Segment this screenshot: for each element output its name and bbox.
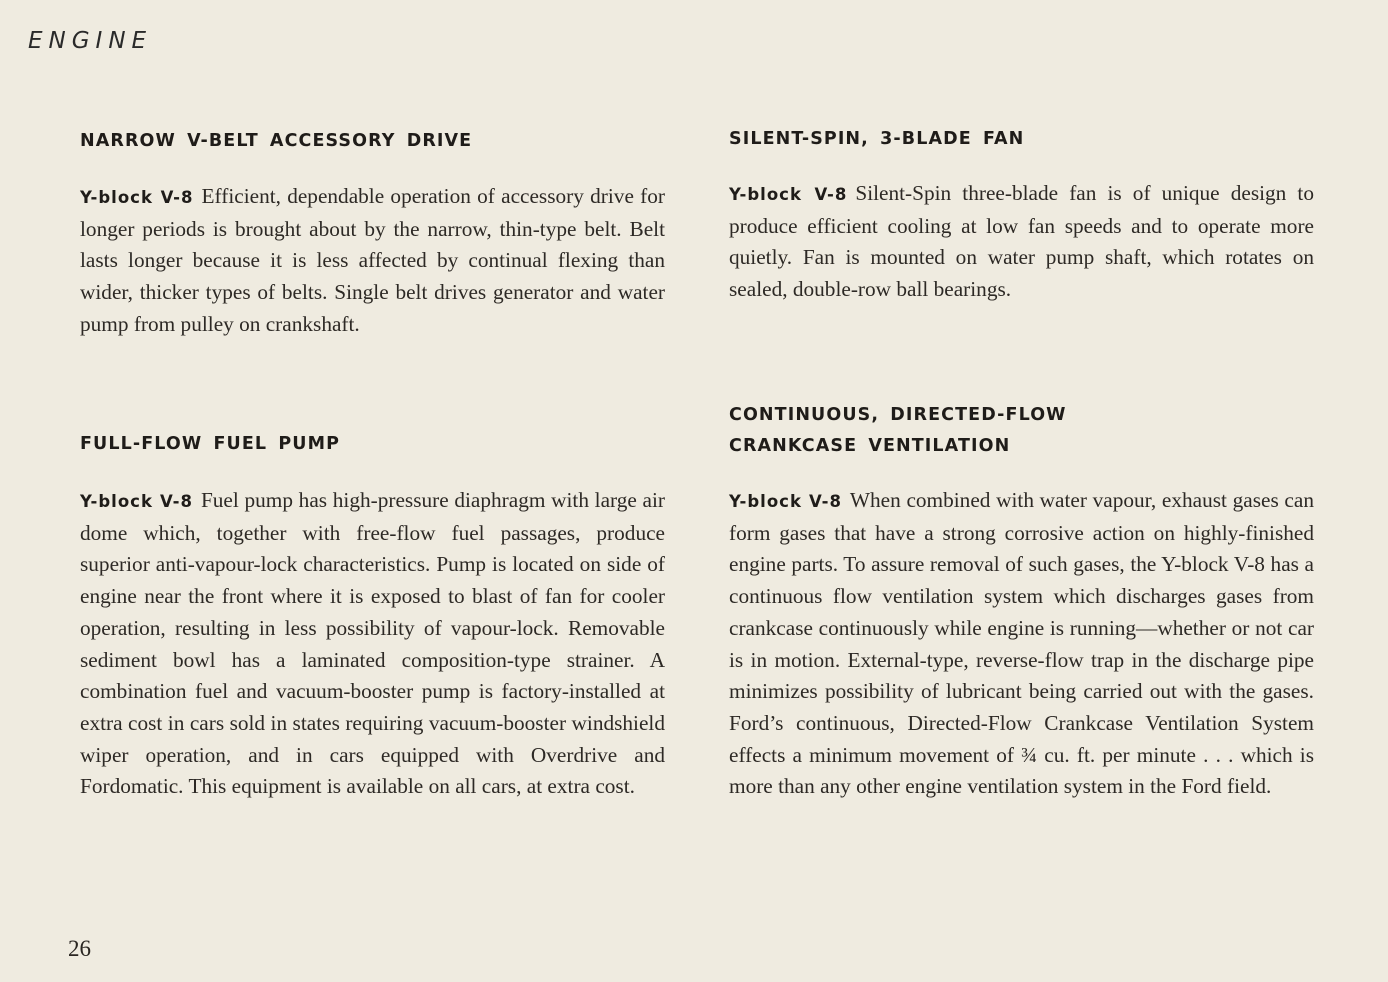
paragraph-fan [729,178,1314,306]
heading-line: CONTINUOUS, DIRECTED-FLOW [729,405,1067,425]
lead-label: Y-block V-8 [80,492,193,511]
lead-label: Y-block V-8 [80,188,194,207]
paragraph-text: Fuel pump has high-pressure diaphragm with large air dome which, together with free-flow fuel passages, produce superior anti-vapour-lock characteristics. Pump is located on side of engine near the front where it is exposed to blast of fan for cooler operation, resulting in less possibility of vapour-lock. Removable sediment bowl has a laminated composition-type strainer. A combination fuel and vacuum-booster pump is factory-installed at extra cost in cars sold in states requiring vacuum-booster windshield wiper operation, and in cars equipped with Overdrive and Fordomatic. This equipment is available on all cars, at extra cost. [80,488,665,799]
heading-line: CRANKCASE VENTILATION [729,436,1011,456]
heading-narrow-vbelt: NARROW V-BELT ACCESSORY DRIVE [80,131,473,151]
heading-ventilation [729,400,1314,462]
heading-fuel-pump: FULL-FLOW FUEL PUMP [80,434,341,454]
paragraph-text: When combined with water vapour, exhaust gases can form gases that have a strong corrosive action on highly-finished engine parts. To assure removal of such gases, the Y-block V-8 has a continuous flow ventilation system which discharges gases from crankcase continuously while engine is running—whether or not car is in motion. External-type, reverse-flow trap in the discharge pipe minimizes possibility of lubricant being carried out with the gases. Ford’s continuous, Directed-Flow Crankcase Ventilation System effects a minimum movement of ¾ cu. ft. per minute . . . which is more than any other engine ventilation system in the Ford field. [729,488,1314,799]
page-number: 26 [68,936,91,961]
lead-label: Y-block V-8 [729,492,842,511]
paragraph-text: Silent-Spin three-blade fan is of unique design to produce efficient cooling at low fan speeds and to operate more quietly. Fan is mounted on water pump shaft, which rotates on sealed, double-row ball bearings. [729,181,1314,302]
paragraph-ventilation [729,485,1314,803]
paragraph-fuel-pump [80,485,665,803]
page-section-title: ENGINE [28,28,153,54]
heading-fan: SILENT-SPIN, 3-BLADE FAN [729,129,1025,149]
paragraph-text: Efficient, dependable operation of accessory drive for longer periods is brought about by the narrow, thin-type belt. Belt lasts longer because it is less affected by continual flexing than wider, thicker types of belts. Single belt drives generator and water pump from pulley on crankshaft. [80,184,665,336]
paragraph-narrow-vbelt [80,181,665,341]
lead-label: Y-block V-8 [729,185,848,204]
